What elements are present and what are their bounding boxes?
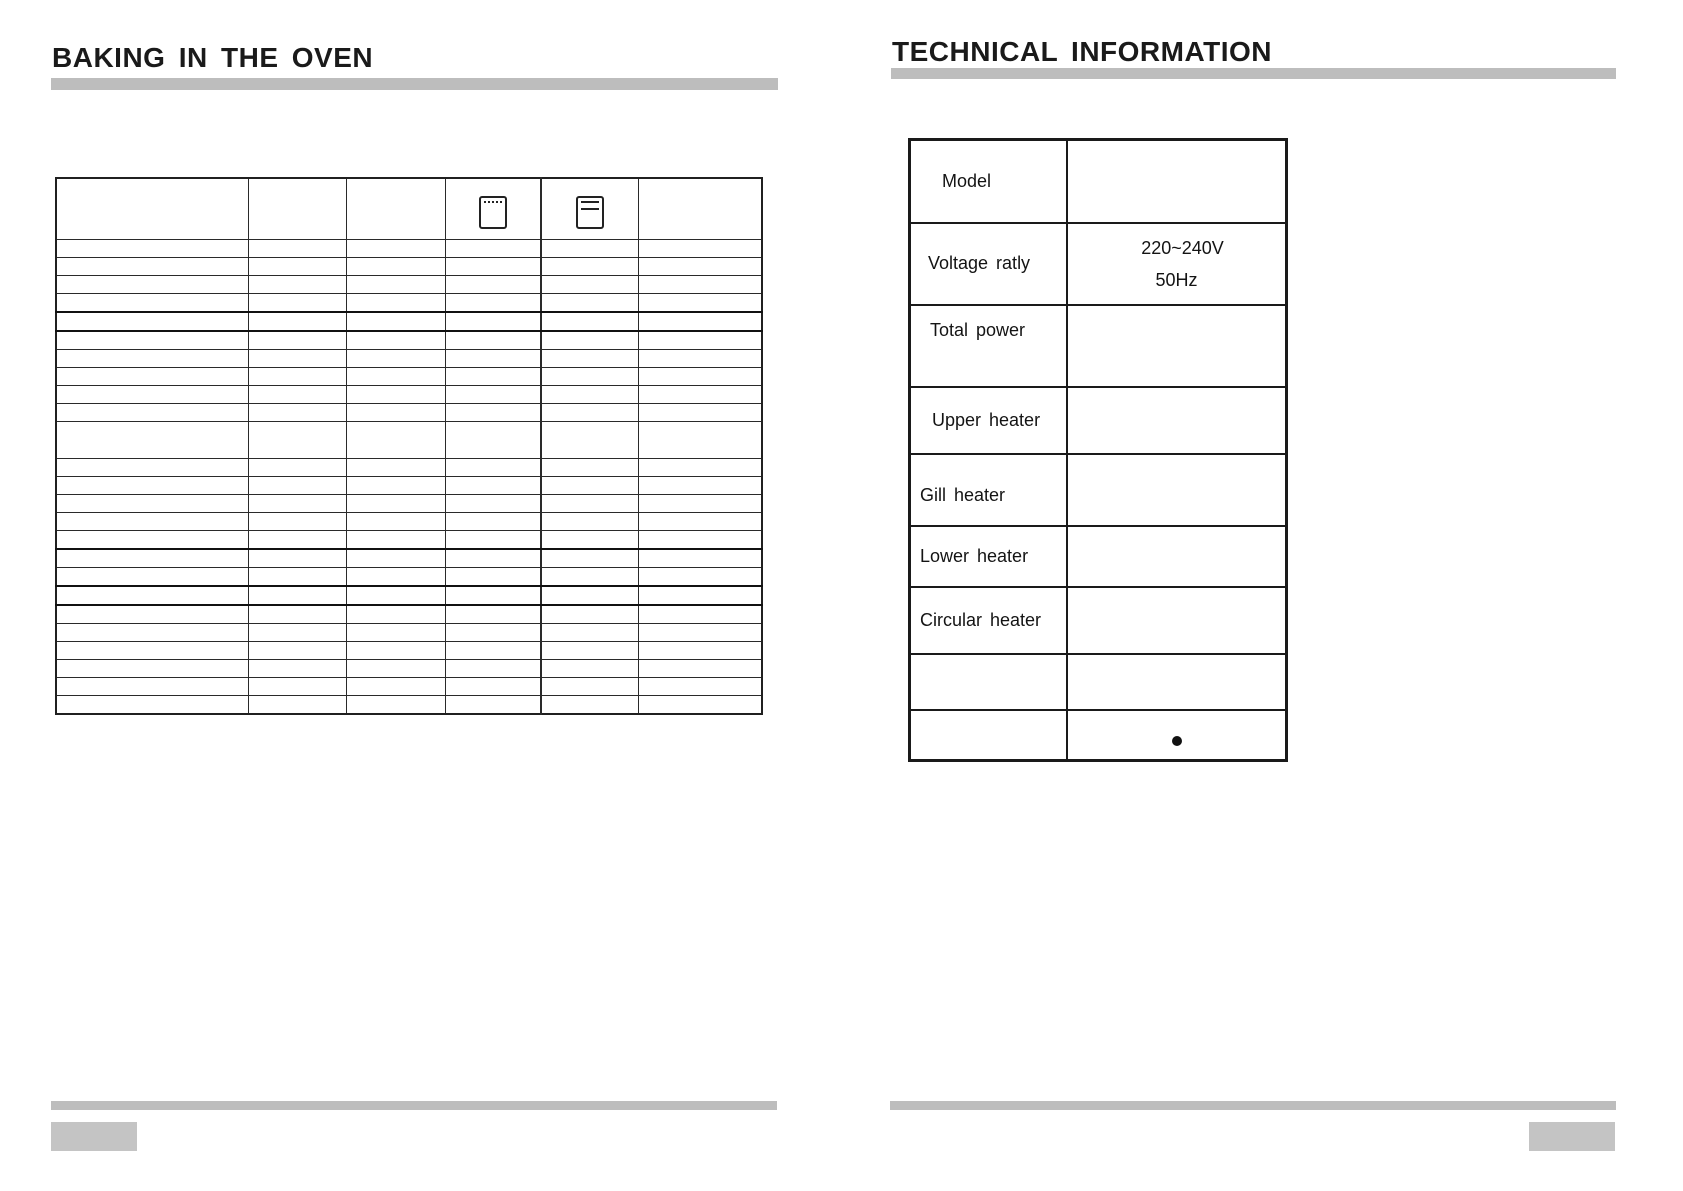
table-row (56, 240, 762, 258)
table-cell (639, 696, 762, 715)
table-cell (639, 368, 762, 386)
table-cell (541, 422, 639, 459)
spec-value (1067, 387, 1287, 454)
table-cell (56, 549, 248, 568)
page-title: BAKING IN THE OVEN (52, 42, 374, 73)
table-cell (639, 642, 762, 660)
table-cell (56, 294, 248, 313)
table-cell (56, 495, 248, 513)
table-row (56, 605, 762, 624)
table-cell (346, 404, 445, 422)
table-cell (445, 660, 541, 678)
spec-row-circular-heater (910, 587, 1287, 654)
table-cell (248, 312, 346, 331)
table-cell (639, 422, 762, 459)
table-cell (639, 477, 762, 495)
table-cell (445, 624, 541, 642)
title-underline-bar (51, 78, 778, 90)
table-cell (445, 459, 541, 477)
table-cell (639, 624, 762, 642)
table-cell (541, 531, 639, 550)
table-cell (346, 513, 445, 531)
table-cell (445, 642, 541, 660)
right-page (841, 0, 1683, 1191)
table-row (56, 404, 762, 422)
table-cell (346, 696, 445, 715)
table-cell (639, 568, 762, 587)
table-cell (346, 331, 445, 350)
table-cell (346, 605, 445, 624)
table-row (56, 276, 762, 294)
table-cell (56, 568, 248, 587)
header-cell (639, 178, 762, 240)
header-cell (56, 178, 248, 240)
spec-label: Circular heater (920, 609, 1042, 630)
table-row (56, 350, 762, 368)
table-cell (541, 386, 639, 404)
table-cell (445, 258, 541, 276)
table-cell (346, 368, 445, 386)
tech-info-table (908, 138, 1288, 762)
table-cell (541, 605, 639, 624)
table-cell (248, 678, 346, 696)
spec-row-model (910, 140, 1287, 223)
spec-value (1067, 654, 1287, 710)
spec-row-blank (910, 654, 1287, 710)
table-cell (248, 386, 346, 404)
spec-value (1067, 140, 1287, 223)
footer-bar (890, 1101, 1616, 1110)
table-cell (56, 696, 248, 715)
table-cell (248, 549, 346, 568)
table-cell (56, 660, 248, 678)
spec-value (1067, 587, 1287, 654)
table-cell (56, 276, 248, 294)
table-cell (56, 477, 248, 495)
table-cell (541, 294, 639, 313)
table-cell (445, 350, 541, 368)
table-cell (346, 477, 445, 495)
table-row (56, 294, 762, 313)
table-cell (248, 331, 346, 350)
table-cell (445, 294, 541, 313)
table-header-row (56, 178, 762, 240)
table-cell (541, 331, 639, 350)
table-cell (639, 350, 762, 368)
table-cell (445, 368, 541, 386)
table-cell (346, 642, 445, 660)
header-cell (248, 178, 346, 240)
table-cell (248, 368, 346, 386)
page-number-tab (1529, 1122, 1615, 1151)
table-cell (541, 477, 639, 495)
table-cell (639, 605, 762, 624)
table-cell (56, 678, 248, 696)
table-cell (639, 531, 762, 550)
table-cell (346, 294, 445, 313)
table-cell (639, 258, 762, 276)
spec-row-lower-heater (910, 526, 1287, 587)
table-cell (56, 368, 248, 386)
table-row (56, 386, 762, 404)
left-page (0, 0, 841, 1191)
table-cell (639, 549, 762, 568)
table-cell (248, 586, 346, 605)
table-row (56, 660, 762, 678)
table-cell (445, 568, 541, 587)
spec-label: Voltage ratly (928, 253, 1031, 273)
table-cell (346, 678, 445, 696)
table-cell (541, 568, 639, 587)
spec-value (1067, 454, 1287, 526)
table-row (56, 331, 762, 350)
spec-label: Gill heater (920, 484, 1006, 505)
table-cell (56, 386, 248, 404)
table-row (56, 549, 762, 568)
table-cell (445, 404, 541, 422)
table-row (56, 368, 762, 386)
table-cell (445, 605, 541, 624)
table-cell (541, 258, 639, 276)
table-cell (248, 605, 346, 624)
spec-label: Model (942, 170, 992, 191)
table-cell (248, 459, 346, 477)
table-cell (445, 276, 541, 294)
oven-top-grill-icon (576, 196, 604, 229)
table-cell (541, 459, 639, 477)
table-cell (248, 258, 346, 276)
table-cell (56, 586, 248, 605)
bullet-dot (1172, 736, 1182, 746)
table-cell (639, 240, 762, 258)
spec-row-upper-heater (910, 387, 1287, 454)
spec-label: Lower heater (920, 545, 1029, 566)
table-cell (248, 495, 346, 513)
table-row (56, 568, 762, 587)
table-cell (541, 513, 639, 531)
voltage-value: 220~240V (1141, 237, 1224, 258)
table-cell (541, 586, 639, 605)
table-row (56, 696, 762, 715)
table-cell (541, 368, 639, 386)
table-cell (639, 678, 762, 696)
table-cell (248, 294, 346, 313)
footer-bar (51, 1101, 777, 1110)
table-cell (541, 312, 639, 331)
spec-row-bullet (910, 710, 1287, 761)
table-cell (346, 276, 445, 294)
table-cell (445, 240, 541, 258)
table-cell (445, 549, 541, 568)
frequency-value: 50Hz (1155, 269, 1198, 290)
table-cell (346, 586, 445, 605)
table-cell (346, 531, 445, 550)
table-cell (248, 642, 346, 660)
table-cell (541, 240, 639, 258)
table-cell (541, 624, 639, 642)
table-cell (639, 294, 762, 313)
spec-label: Total power (930, 319, 1026, 340)
table-cell (248, 513, 346, 531)
table-cell (541, 696, 639, 715)
table-cell (56, 258, 248, 276)
table-cell (56, 531, 248, 550)
table-cell (56, 312, 248, 331)
table-cell (56, 350, 248, 368)
table-cell (346, 312, 445, 331)
table-cell (541, 642, 639, 660)
table-cell (639, 404, 762, 422)
table-cell (639, 586, 762, 605)
table-cell (639, 331, 762, 350)
table-row (56, 642, 762, 660)
table-cell (248, 477, 346, 495)
table-cell (541, 350, 639, 368)
table-cell (445, 477, 541, 495)
table-cell (445, 312, 541, 331)
table-cell (445, 531, 541, 550)
table-cell (56, 513, 248, 531)
table-cell (346, 660, 445, 678)
table-cell (346, 495, 445, 513)
table-row (56, 678, 762, 696)
page-title: TECHNICAL INFORMATION (892, 36, 1272, 67)
table-cell (346, 549, 445, 568)
table-cell (445, 331, 541, 350)
table-cell (248, 660, 346, 678)
page-number-tab (51, 1122, 137, 1151)
table-cell (346, 386, 445, 404)
table-cell (248, 531, 346, 550)
table-cell (445, 386, 541, 404)
table-cell (248, 568, 346, 587)
table-row (56, 477, 762, 495)
table-cell (639, 660, 762, 678)
table-cell (56, 331, 248, 350)
table-cell (346, 350, 445, 368)
table-cell (445, 678, 541, 696)
table-cell (445, 586, 541, 605)
table-cell (639, 386, 762, 404)
table-cell (248, 696, 346, 715)
table-cell (346, 240, 445, 258)
table-cell (346, 459, 445, 477)
table-cell (346, 258, 445, 276)
header-cell (346, 178, 445, 240)
table-cell (248, 404, 346, 422)
spec-label: Upper heater (932, 409, 1041, 430)
table-cell (541, 678, 639, 696)
table-cell (639, 459, 762, 477)
table-cell (445, 513, 541, 531)
title-underline-bar (891, 68, 1616, 79)
table-row (56, 495, 762, 513)
table-cell (639, 276, 762, 294)
table-cell (541, 404, 639, 422)
spec-row-voltage (910, 223, 1287, 305)
table-cell (248, 276, 346, 294)
table-cell (346, 568, 445, 587)
spec-value (1067, 526, 1287, 587)
table-cell (541, 495, 639, 513)
table-cell (248, 350, 346, 368)
table-cell (56, 605, 248, 624)
table-cell (541, 660, 639, 678)
table-row (56, 312, 762, 331)
table-cell (248, 240, 346, 258)
table-cell (346, 422, 445, 459)
table-cell (541, 549, 639, 568)
spec-value (1067, 305, 1287, 387)
table-row (56, 586, 762, 605)
table-cell (541, 276, 639, 294)
table-row (56, 459, 762, 477)
table-cell (346, 624, 445, 642)
spec-row-total-power (910, 305, 1287, 387)
table-row (56, 531, 762, 550)
spec-value (1067, 710, 1287, 761)
table-row (56, 422, 762, 459)
table-row (56, 513, 762, 531)
table-cell (248, 624, 346, 642)
table-cell (56, 404, 248, 422)
table-cell (56, 642, 248, 660)
table-cell (639, 495, 762, 513)
spec-value (1067, 223, 1287, 305)
table-cell (56, 422, 248, 459)
table-cell (445, 495, 541, 513)
table-cell (639, 513, 762, 531)
spec-row-grill-heater (910, 454, 1287, 526)
table-row (56, 258, 762, 276)
table-cell (445, 422, 541, 459)
table-cell (639, 312, 762, 331)
oven-bottom-heat-icon (479, 196, 507, 229)
table-cell (56, 459, 248, 477)
header-cell (445, 178, 541, 240)
table-cell (248, 422, 346, 459)
baking-table (55, 177, 763, 715)
table-row (56, 624, 762, 642)
table-cell (445, 696, 541, 715)
header-cell (541, 178, 639, 240)
table-cell (56, 624, 248, 642)
table-cell (56, 240, 248, 258)
